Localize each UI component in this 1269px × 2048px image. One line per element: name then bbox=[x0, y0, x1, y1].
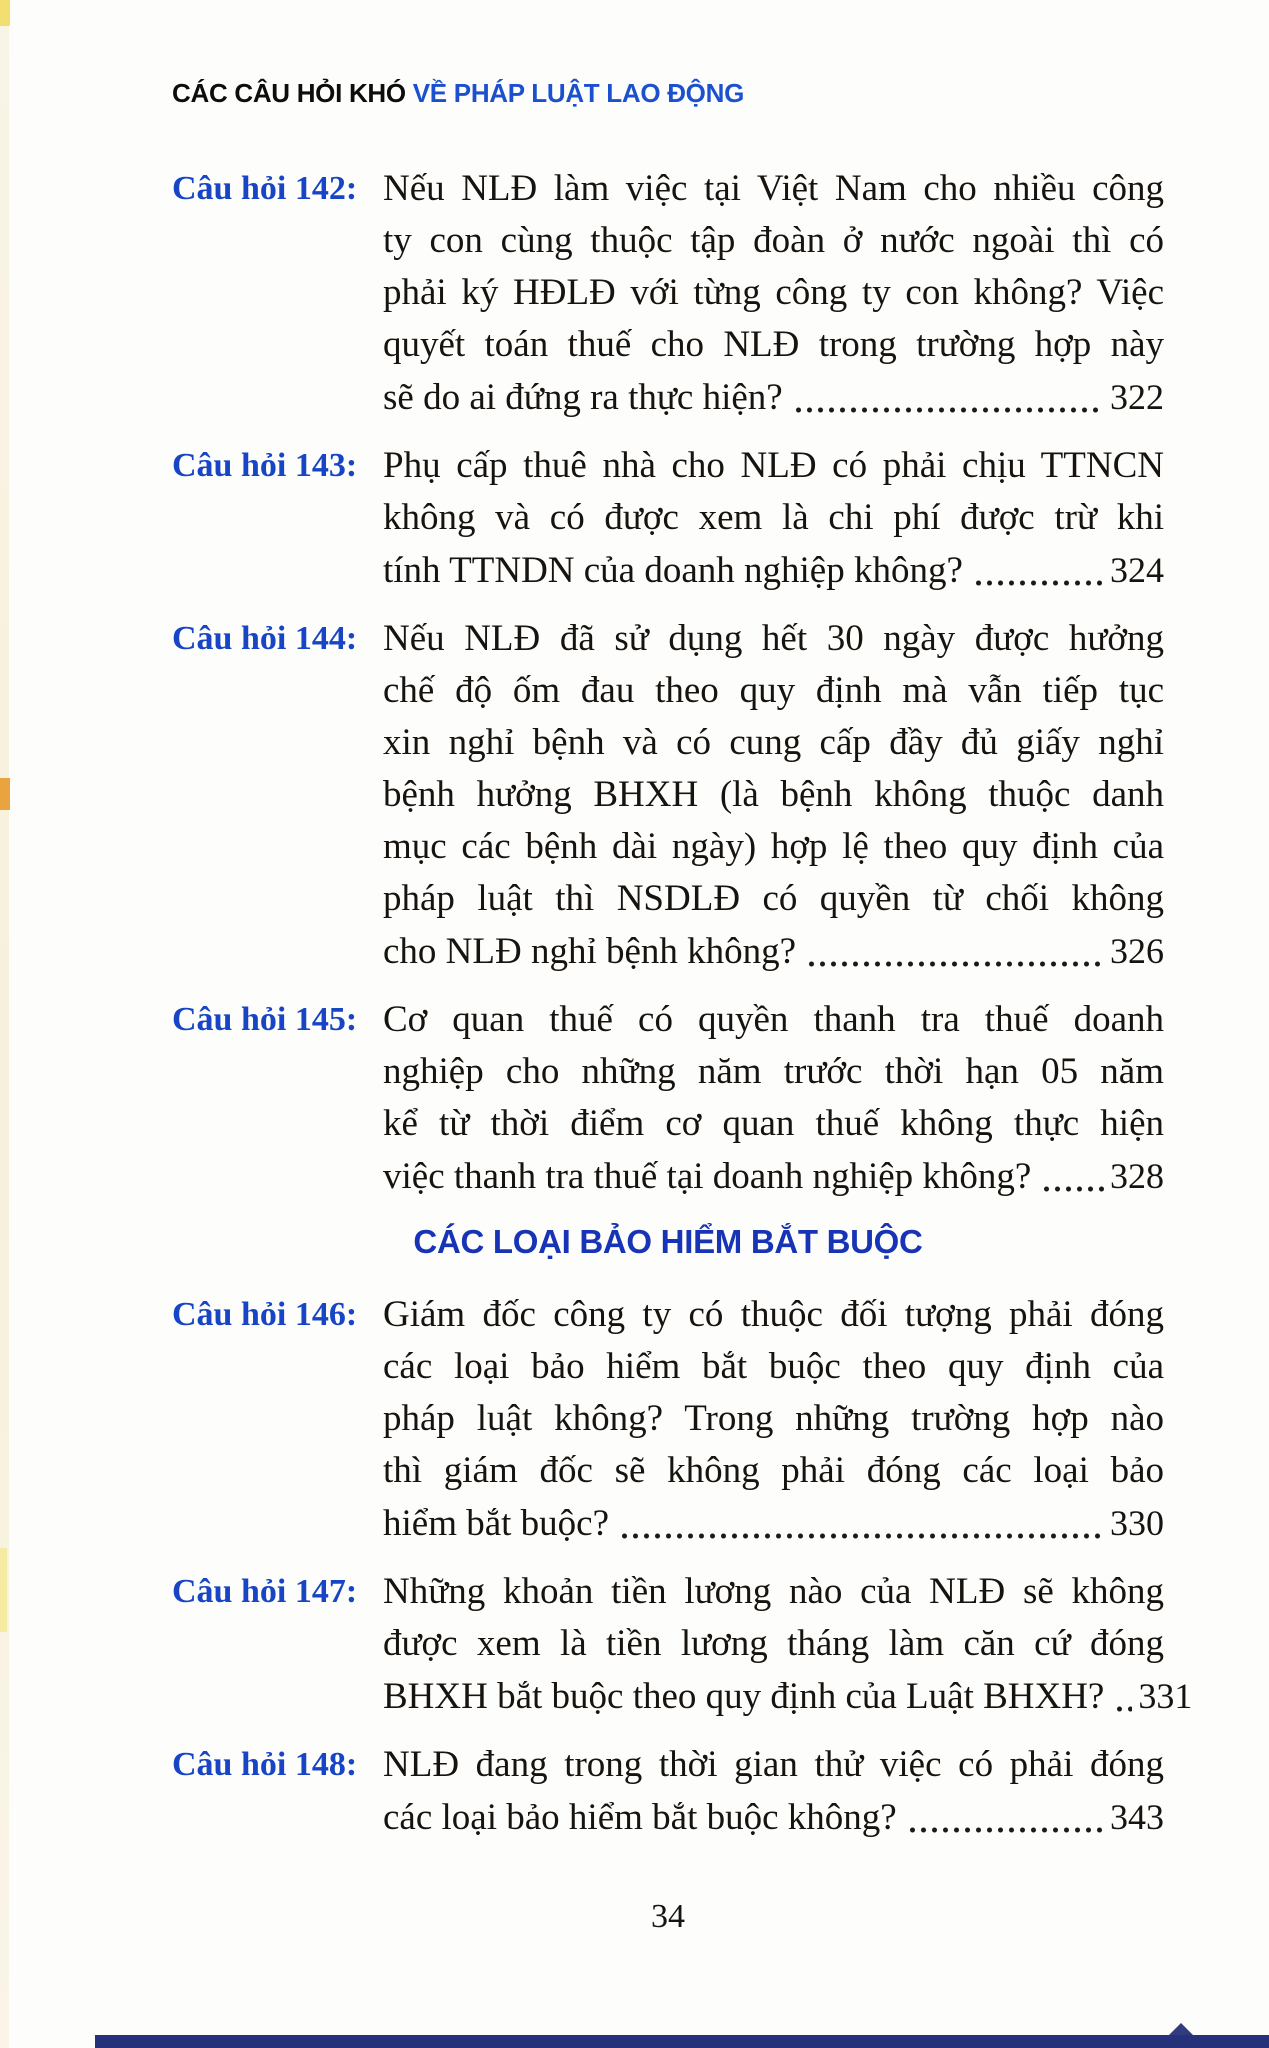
question-text bbox=[383, 1289, 1164, 1550]
question-last-line bbox=[383, 1150, 1164, 1203]
question-text bbox=[383, 613, 1164, 978]
question-label: Câu hỏi 145: bbox=[172, 1001, 358, 1038]
question-text-line: chế độ ốm đau theo quy định mà vẫn tiếp tục bbox=[383, 670, 1164, 711]
toc-entry bbox=[172, 1739, 1164, 1844]
toc-page-number: 330 bbox=[1110, 1503, 1164, 1543]
question-text-line: Giám đốc công ty có thuộc đối tượng phải đóng bbox=[383, 1294, 1164, 1335]
question-text-line: không và có được xem là chi phí được trừ khi bbox=[383, 497, 1164, 538]
toc-page-number: 324 bbox=[1110, 550, 1164, 590]
dot-leader bbox=[793, 406, 1104, 414]
question-text-line: Nếu NLĐ đã sử dụng hết 30 ngày được hưởng bbox=[383, 618, 1164, 659]
table-of-contents bbox=[172, 163, 1193, 1844]
question-text bbox=[383, 163, 1164, 424]
question-last-text: hiểm bắt buộc? bbox=[383, 1503, 610, 1544]
question-text-line: Phụ cấp thuê nhà cho NLĐ có phải chịu TTNCN bbox=[383, 445, 1164, 486]
question-label: Câu hỏi 144: bbox=[172, 620, 358, 657]
dot-leader bbox=[973, 579, 1104, 587]
question-last-text: các loại bảo hiểm bắt buộc không? bbox=[383, 1797, 897, 1838]
toc-entry bbox=[172, 613, 1164, 978]
question-last-text: BHXH bắt buộc theo quy định của Luật BHXH? bbox=[383, 1676, 1105, 1717]
question-text-line: bệnh hưởng BHXH (là bệnh không thuộc danh bbox=[383, 774, 1164, 815]
section-header: CÁC LOẠI BẢO HIỂM BẮT BUỘC bbox=[413, 1223, 923, 1260]
question-last-line bbox=[383, 1791, 1164, 1844]
toc-page-number: 326 bbox=[1110, 931, 1164, 971]
question-text bbox=[383, 994, 1164, 1203]
question-last-line bbox=[383, 371, 1164, 424]
toc-page-number: 331 bbox=[1138, 1676, 1193, 1716]
question-label: Câu hỏi 142: bbox=[172, 170, 358, 207]
question-text-line: các loại bảo hiểm bắt buộc theo quy định của bbox=[383, 1346, 1164, 1387]
page-content bbox=[172, 78, 1193, 1860]
question-label: Câu hỏi 147: bbox=[172, 1573, 358, 1610]
question-last-text: việc thanh tra thuế tại doanh nghiệp không? bbox=[383, 1156, 1032, 1197]
dot-leader bbox=[1114, 1705, 1132, 1713]
question-last-line bbox=[383, 1670, 1193, 1723]
question-text-line: ty con cùng thuộc tập đoàn ở nước ngoài thì có bbox=[383, 220, 1164, 261]
question-text-line: thì giám đốc sẽ không phải đóng các loại bảo bbox=[383, 1450, 1164, 1491]
question-label: Câu hỏi 143: bbox=[172, 447, 358, 484]
toc-page-number: 322 bbox=[1110, 377, 1164, 417]
question-text-line: mục các bệnh dài ngày) hợp lệ theo quy định của bbox=[383, 826, 1164, 867]
question-last-text: tính TTNDN của doanh nghiệp không? bbox=[383, 550, 963, 591]
dot-leader bbox=[1041, 1185, 1104, 1193]
scan-yellow-mark bbox=[0, 1548, 7, 1632]
question-last-text: cho NLĐ nghỉ bệnh không? bbox=[383, 931, 797, 972]
question-label: Câu hỏi 148: bbox=[172, 1746, 358, 1783]
question-last-line bbox=[383, 925, 1164, 978]
toc-entry bbox=[172, 1289, 1164, 1550]
question-label: Câu hỏi 146: bbox=[172, 1296, 358, 1333]
question-text-line: Nếu NLĐ làm việc tại Việt Nam cho nhiều công bbox=[383, 168, 1164, 209]
running-header bbox=[172, 78, 1164, 109]
question-text-line: quyết toán thuế cho NLĐ trong trường hợp này bbox=[383, 324, 1164, 365]
dot-leader bbox=[907, 1826, 1104, 1834]
question-text-line: nghiệp cho những năm trước thời hạn 05 năm bbox=[383, 1051, 1164, 1092]
toc-entry bbox=[172, 994, 1164, 1203]
toc-entry bbox=[172, 440, 1164, 597]
scan-yellow-mark-top bbox=[0, 0, 10, 26]
question-last-text: sẽ do ai đứng ra thực hiện? bbox=[383, 377, 783, 418]
page-number-footer: 34 bbox=[651, 1898, 685, 1935]
dot-leader bbox=[619, 1532, 1104, 1540]
scan-left-edge-artifact bbox=[0, 0, 9, 2048]
scan-bottom-edge-bar bbox=[95, 2035, 1269, 2048]
question-last-line bbox=[383, 544, 1164, 597]
question-text-line: pháp luật không? Trong những trường hợp nào bbox=[383, 1398, 1164, 1439]
question-text bbox=[383, 1566, 1193, 1723]
question-text-line: Những khoản tiền lương nào của NLĐ sẽ không bbox=[383, 1571, 1164, 1612]
toc-page-number: 328 bbox=[1110, 1156, 1164, 1196]
toc-page-number: 343 bbox=[1110, 1797, 1164, 1837]
question-text-line: NLĐ đang trong thời gian thử việc có phải đóng bbox=[383, 1744, 1164, 1785]
running-header-title-black: CÁC CÂU HỎI KHÓ bbox=[172, 78, 413, 108]
question-last-line bbox=[383, 1497, 1164, 1550]
toc-entry bbox=[172, 163, 1164, 424]
toc-entry bbox=[172, 1566, 1193, 1723]
question-text bbox=[383, 1739, 1164, 1844]
question-text-line: pháp luật thì NSDLĐ có quyền từ chối không bbox=[383, 878, 1164, 919]
question-text bbox=[383, 440, 1164, 597]
running-header-title-blue: VỀ PHÁP LUẬT LAO ĐỘNG bbox=[412, 78, 745, 108]
question-text-line: phải ký HĐLĐ với từng công ty con không? Việc bbox=[383, 272, 1164, 313]
question-text-line: Cơ quan thuế có quyền thanh tra thuế doanh bbox=[383, 999, 1164, 1040]
scan-orange-mark bbox=[0, 778, 10, 810]
question-text-line: được xem là tiền lương tháng làm căn cứ đóng bbox=[383, 1623, 1164, 1664]
dot-leader bbox=[806, 960, 1104, 968]
question-text-line: xin nghỉ bệnh và có cung cấp đầy đủ giấy nghỉ bbox=[383, 722, 1164, 763]
question-text-line: kể từ thời điểm cơ quan thuế không thực hiện bbox=[383, 1103, 1164, 1144]
